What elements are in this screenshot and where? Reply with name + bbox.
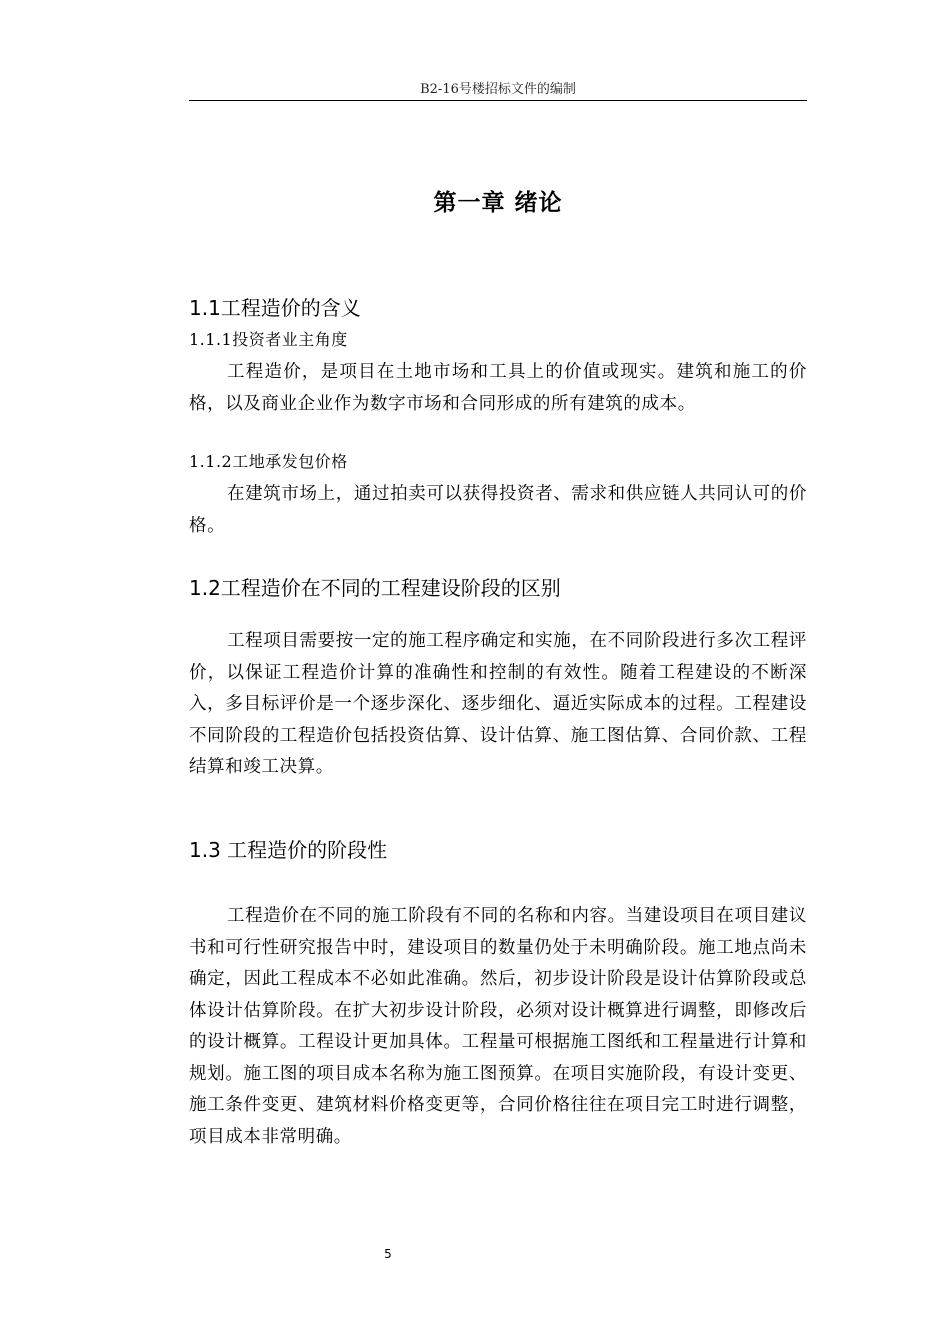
section-heading-1-1: 1.1工程造价的含义 bbox=[189, 296, 361, 320]
subsection-heading-1-1-1: 1.1.1投资者业主角度 bbox=[189, 330, 348, 349]
paragraph-1-3: 工程造价在不同的施工阶段有不同的名称和内容。当建设项目在项目建议书和可行性研究报告中时，建设项目的数量仍处于未明确阶段。施工地点尚未确定，因此工程成本不必如此准确。然后，初步设计阶段是设计估算阶段或总体设计估算阶段。在扩大初步设计阶段，必须对设计概算进行调整，即修改后的设计概算。工程设计更加具体。工程量可根据施工图纸和工程量进行计算和规划。施工图的项目成本名称为施工图预算。在项目实施阶段，有设计变更、施工条件变更、建筑材料价格变更等，合同价格往往在项目完工时进行调整，项目成本非常明确。 bbox=[189, 906, 807, 1147]
header-divider bbox=[189, 100, 807, 101]
paragraph-1-2: 工程项目需要按一定的施工程序确定和实施，在不同阶段进行多次工程评价，以保证工程造价计算的准确性和控制的有效性。随着工程建设的不断深入，多目标评价是一个逐步深化、逐步细化、逼近实际成本的过程。工程建设不同阶段的工程造价包括投资估算、设计估算、施工图估算、合同价款、工程结算和竣工决算。 bbox=[189, 631, 807, 777]
chapter-title: 第一章 绪论 bbox=[433, 190, 563, 216]
section-heading-1-3: 1.3 工程造价的阶段性 bbox=[189, 838, 388, 862]
running-header: B2-16号楼招标文件的编制 bbox=[420, 82, 576, 97]
page-number: 5 bbox=[384, 1247, 392, 1261]
paragraph-1-1-1: 工程造价，是项目在土地市场和工具上的价值或现实。建筑和施工的价格，以及商业企业作为数字市场和合同形成的所有建筑的成本。 bbox=[189, 362, 807, 414]
subsection-heading-1-1-2: 1.1.2工地承发包价格 bbox=[189, 452, 348, 471]
paragraph-1-1-2: 在建筑市场上，通过拍卖可以获得投资者、需求和供应链人共同认可的价格。 bbox=[189, 484, 807, 536]
section-heading-1-2: 1.2工程造价在不同的工程建设阶段的区别 bbox=[189, 576, 561, 600]
